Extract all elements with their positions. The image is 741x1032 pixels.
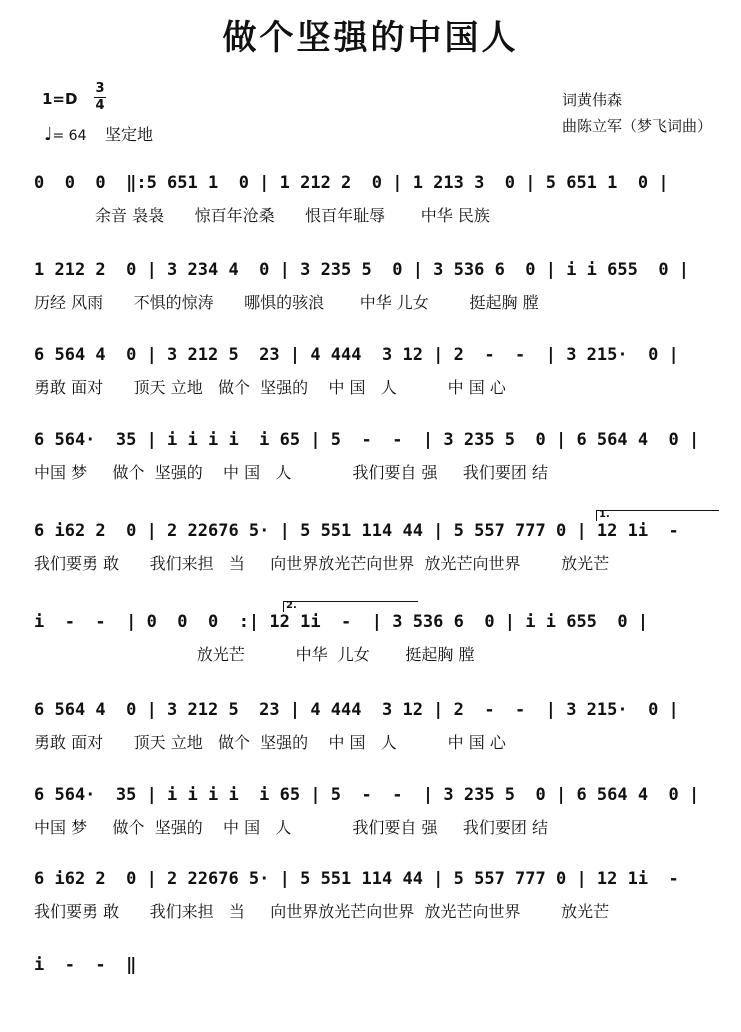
time-signature-top: 3 <box>95 81 105 96</box>
notation-line: i - - ‖ <box>34 955 137 975</box>
lyrics-line: 中国 梦 做个 坚强的 中 国 人 我们要自 强 我们要团 结 <box>34 463 549 482</box>
lyrics-line: 余音 袅袅 惊百年沧桑 恨百年耻辱 中华 民族 <box>34 206 490 225</box>
key-signature: 1=D <box>42 90 78 108</box>
notation-line: 6 564 4 0 | 3 212 5 23 | 4 444 3 12 | 2 - - | 3 215· 0 | <box>34 345 679 365</box>
score-system-7 <box>0 697 741 777</box>
lyrics-line: 历经 风雨 不惧的惊涛 哪惧的骇浪 中华 儿女 挺起胸 膛 <box>34 293 539 312</box>
notation-line: 6 564 4 0 | 3 212 5 23 | 4 444 3 12 | 2 - - | 3 215· 0 | <box>34 700 679 720</box>
score-system-5 <box>0 509 741 598</box>
score-system-4 <box>0 427 741 507</box>
lyrics-line: 勇敢 面对 顶天 立地 做个 坚强的 中 国 人 中 国 心 <box>34 378 506 397</box>
time-signature <box>94 82 106 113</box>
notation-line: 6 i62 2 0 | 2 22676 5· | 5 551 114 44 | 5 557 777 0 | 12 1i - <box>34 869 679 889</box>
score-system-1 <box>0 170 741 250</box>
notation-line: i - - | 0 0 0 :| 12 1i - | 3 536 6 0 | i i 655 0 | <box>34 612 649 632</box>
tempo-marking <box>44 122 153 145</box>
lyrics-line: 我们要勇 敢 我们来担 当 向世界放光芒向世界 放光芒向世界 放光芒 <box>34 554 610 573</box>
notation-line: 0 0 0 ‖:5 651 1 0 | 1 212 2 0 | 1 213 3 0 | 5 651 1 0 | <box>34 173 669 193</box>
lyricist-credit: 词黄伟森 <box>562 91 623 109</box>
score-system-9 <box>0 866 741 946</box>
lyrics-line: 勇敢 面对 顶天 立地 做个 坚强的 中 国 人 中 国 心 <box>34 733 506 752</box>
lyrics-line: 我们要勇 敢 我们来担 当 向世界放光芒向世界 放光芒向世界 放光芒 <box>34 902 610 921</box>
notation-line: 6 564· 35 | i i i i i 65 | 5 - - | 3 235 5 0 | 6 564 4 0 | <box>34 430 700 450</box>
tempo-value: = 64 <box>52 128 87 144</box>
time-signature-bottom: 4 <box>95 98 105 113</box>
score-system-3 <box>0 342 741 422</box>
score-system-10 <box>0 952 741 1032</box>
second-ending-label: 2. <box>286 600 297 611</box>
first-ending-label: 1. <box>599 509 610 520</box>
score-system-6 <box>0 600 741 689</box>
quarter-note-icon: ♩ <box>44 124 53 145</box>
score-system-2 <box>0 257 741 337</box>
notation-line: 6 564· 35 | i i i i i 65 | 5 - - | 3 235 5 0 | 6 564 4 0 | <box>34 785 700 805</box>
song-title: 做个坚强的中国人 <box>222 18 519 58</box>
notation-line: 1 212 2 0 | 3 234 4 0 | 3 235 5 0 | 3 536 6 0 | i i 655 0 | <box>34 260 690 280</box>
expression-marking: 坚定地 <box>104 125 153 144</box>
composer-credit: 曲陈立军（梦飞词曲） <box>562 117 713 135</box>
lyrics-line: 放光芒 中华 儿女 挺起胸 膛 <box>34 645 475 664</box>
notation-line: 6 i62 2 0 | 2 22676 5· | 5 551 114 44 | 5 557 777 0 | 12 1i - <box>34 521 679 541</box>
lyrics-line: 中国 梦 做个 坚强的 中 国 人 我们要自 强 我们要团 结 <box>34 818 549 837</box>
score-system-8 <box>0 782 741 862</box>
